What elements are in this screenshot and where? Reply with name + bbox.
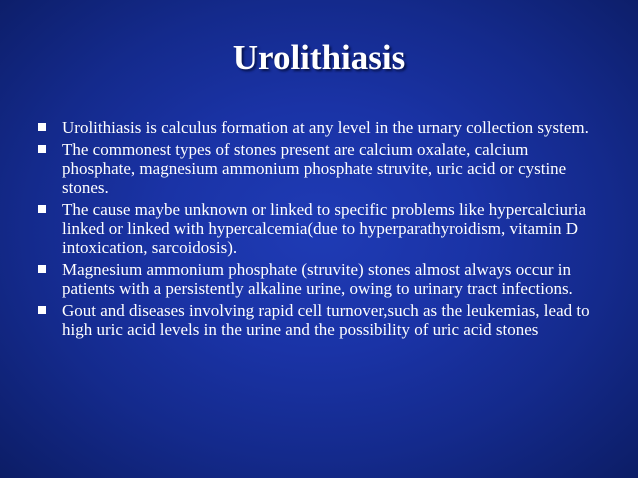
bullet-item [34, 118, 594, 137]
bullet-item [34, 140, 594, 197]
slide-title: Urolithiasis [232, 38, 406, 77]
bullet-text: Urolithiasis is calculus formation at any level in the urnary collection system. [62, 118, 589, 137]
bullet-list [34, 118, 594, 342]
square-bullet-icon [38, 123, 46, 131]
square-bullet-icon [38, 265, 46, 273]
square-bullet-icon [38, 145, 46, 153]
bullet-item [34, 301, 594, 339]
bullet-text: The commonest types of stones present are calcium oxalate, calcium phosphate, magnesium ammonium phosphate struvite, uric acid or cystine stones. [62, 140, 567, 197]
bullet-text: The cause maybe unknown or linked to specific problems like hypercalciuria linked or linked with hypercalcemia(due to hyperparathyroidism, vitamin D intoxication, sarcoidosis). [62, 200, 586, 257]
square-bullet-icon [38, 205, 46, 213]
bullet-item [34, 200, 594, 257]
bullet-item [34, 260, 594, 298]
bullet-text: Magnesium ammonium phosphate (struvite) stones almost always occur in patients with a persistently alkaline urine, owing to urinary tract infections. [62, 260, 573, 298]
bullet-text: Gout and diseases involving rapid cell turnover,such as the leukemias, lead to high uric acid levels in the urine and the possibility of uric acid stones [62, 301, 590, 339]
square-bullet-icon [38, 306, 46, 314]
